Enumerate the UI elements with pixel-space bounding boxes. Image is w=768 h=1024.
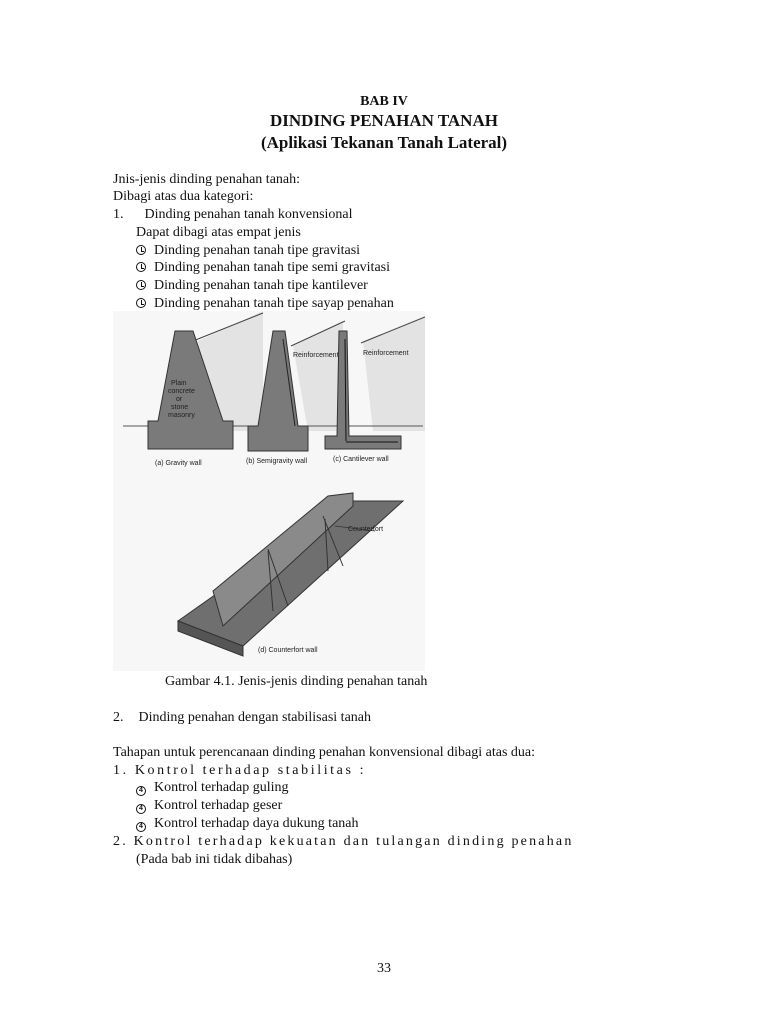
counterfort-callout: Counterfort: [348, 526, 384, 533]
bullet-clock-icon: [136, 245, 146, 255]
counterfort-wall-label: (d) Counterfort wall: [258, 647, 318, 654]
bullet-circled-four-icon: 4: [136, 804, 146, 814]
check-item-label: Kontrol terhadap daya dukung tanah: [154, 816, 359, 831]
type-item-label: Dinding penahan tanah tipe gravitasi: [154, 243, 361, 258]
cantilever-wall-label: (c) Cantilever wall: [333, 456, 389, 463]
check-item: [136, 815, 359, 832]
stages-intro: Tahapan untuk perencanaan dinding penahan konvensional dibagi atas dua:: [113, 745, 535, 760]
stage-2-number: 2.: [113, 834, 128, 849]
stage-item-1: [113, 762, 366, 779]
stage-2-label: Kontrol terhadap kekuatan dan tulangan dinding penahan: [133, 834, 574, 849]
check-item: [136, 797, 282, 814]
plain-concrete-label: masonry: [168, 412, 195, 419]
type-item: [136, 259, 390, 276]
page-subtitle: (Aplikasi Tekanan Tanah Lateral): [260, 133, 508, 152]
category-2: [113, 709, 371, 726]
plain-concrete-label: stone: [171, 404, 189, 411]
type-item: [136, 295, 394, 312]
reinforcement-label-b: Reinforcement: [293, 352, 339, 359]
category-1-number: 1.: [113, 207, 124, 222]
category-1: [113, 206, 353, 223]
bullet-clock-icon: [136, 280, 146, 290]
chapter-label: BAB IV: [360, 94, 408, 109]
plain-concrete-label: Plain: [171, 380, 187, 387]
type-item-label: Dinding penahan tanah tipe kantilever: [154, 278, 368, 293]
reinforcement-label-c: Reinforcement: [363, 350, 409, 357]
category-2-number: 2.: [113, 710, 124, 725]
stage-note: (Pada bab ini tidak dibahas): [136, 852, 293, 867]
page-number: 33: [377, 961, 391, 976]
stage-1-number: 1.: [113, 763, 129, 778]
counterfort-wall-figure: [113, 471, 425, 671]
check-item: [136, 779, 289, 796]
check-item-label: Kontrol terhadap guling: [154, 780, 289, 795]
bullet-circled-four-icon: 4: [136, 786, 146, 796]
intro-line-2: Dibagi atas dua kategori:: [113, 189, 254, 204]
bullet-clock-icon: [136, 262, 146, 272]
plain-concrete-label: concrete: [168, 388, 195, 395]
gravity-wall-label: (a) Gravity wall: [155, 460, 202, 467]
category-1-sub: Dapat dibagi atas empat jenis: [136, 225, 301, 240]
type-item: [136, 277, 368, 294]
type-item: [136, 242, 360, 259]
intro-line-1: Jnis-jenis dinding penahan tanah:: [113, 172, 301, 187]
retaining-walls-figure: [113, 311, 425, 471]
type-item-label: Dinding penahan tanah tipe semi gravitasi: [154, 260, 390, 275]
bullet-circled-four-icon: 4: [136, 822, 146, 832]
bullet-clock-icon: [136, 298, 146, 308]
stage-1-label: Kontrol terhadap stabilitas :: [134, 763, 367, 778]
category-1-label: Dinding penahan tanah konvensional: [144, 207, 353, 222]
stage-item-2: [113, 833, 574, 850]
page-title: DINDING PENAHAN TANAH: [270, 111, 498, 130]
check-item-label: Kontrol terhadap geser: [154, 798, 283, 813]
type-item-label: Dinding penahan tanah tipe sayap penahan: [154, 296, 394, 311]
semigravity-wall-label: (b) Semigravity wall: [246, 458, 308, 465]
plain-concrete-label: or: [176, 396, 183, 403]
category-2-label: Dinding penahan dengan stabilisasi tanah: [138, 710, 371, 725]
figure-caption: Gambar 4.1. Jenis-jenis dinding penahan tanah: [165, 674, 428, 689]
